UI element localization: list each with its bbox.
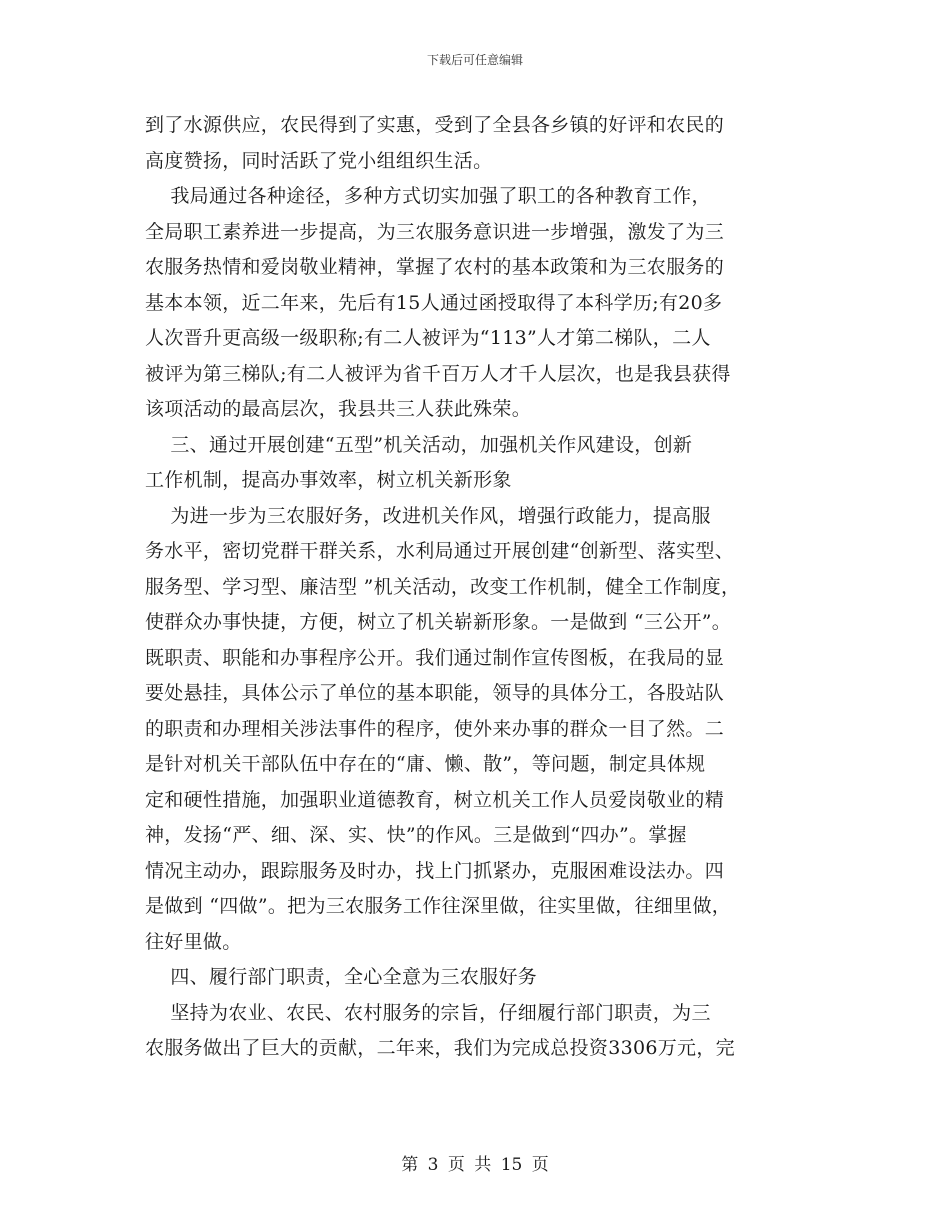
text-line: 坚持为农业、农民、农村服务的宗旨，仔细履行部门职责，为三 <box>145 1001 711 1024</box>
text-line: 全局职工素养进一步提高，为三农服务意识进一步增强，激发了为三 <box>145 220 725 243</box>
text-line: 到了水源供应，农民得到了实惠，受到了全县各乡镇的好评和农民的 <box>145 114 725 136</box>
text-line: 该项活动的最高层次，我县共三人获此殊荣。 <box>145 398 532 420</box>
text-line: 基本本领，近二年来，先后有15人通过函授取得了本科学历;有20多 <box>145 291 723 314</box>
text-line: 往好里做。 <box>145 930 242 953</box>
section-heading: 工作机制，提高办事效率，树立机关新形象 <box>145 469 512 491</box>
document-body <box>145 108 810 1067</box>
text-line: 人次晋升更高级一级职称;有二人被评为“113”人才第二梯队，二人 <box>145 327 711 349</box>
text-line: 被评为第三梯队;有二人被评为省千百万人才千人层次，也是我县获得 <box>145 362 731 385</box>
text-line: 务水平，密切党群干群关系，水利局通过开展创建“创新型、落实型、 <box>145 540 735 562</box>
text-line: 农服务做出了巨大的贡献，二年来，我们为完成总投资3306万元，完 <box>145 1037 735 1059</box>
text-line: 高度赞扬，同时活跃了党小组组织生活。 <box>145 149 493 172</box>
text-line: 使群众办事快捷，方便，树立了机关崭新形象。一是做到 “三公开”。 <box>145 611 732 633</box>
text-line: 既职责、职能和办事程序公开。我们通过制作宣传图板，在我局的显 <box>145 646 725 669</box>
section-heading: 四、履行部门职责，全心全意为三农服好务 <box>145 966 538 988</box>
text-line: 为进一步为三农服好务，改进机关作风，增强行政能力，提高服 <box>145 504 711 527</box>
text-line: 是做到 “四做”。把为三农服务工作往深里做，往实里做，往细里做， <box>145 895 732 917</box>
text-line: 神，发扬“严、细、深、实、快”的作风。三是做到“四办”。掌握 <box>145 824 687 846</box>
text-line: 情况主动办，跟踪服务及时办，找上门抓紧办，克服困难设法办。四 <box>145 859 725 882</box>
text-line: 我局通过各种途径，多种方式切实加强了职工的各种教育工作， <box>145 185 711 207</box>
text-line: 服务型、学习型、廉洁型 ”机关活动，改变工作机制，健全工作制度， <box>145 575 741 598</box>
text-line: 要处悬挂，具体公示了单位的基本职能，领导的具体分工，各股站队 <box>145 682 725 704</box>
page-footer: 第 3 页 共 15 页 <box>401 1155 549 1175</box>
text-line: 的职责和办理相关涉法事件的程序，使外来办事的群众一目了然。二 <box>145 717 725 740</box>
page-header: 下载后可任意编辑 <box>426 53 523 67</box>
text-line: 定和硬性措施，加强职业道德教育，树立机关工作人员爱岗敬业的精 <box>145 788 725 811</box>
text-line: 农服务热情和爱岗敬业精神，掌握了农村的基本政策和为三农服务的 <box>145 256 725 278</box>
text-line: 是针对机关干部队伍中存在的“庸、懒、散”，等问题，制定具体规 <box>145 753 706 775</box>
section-heading: 三、通过开展创建“五型”机关活动，加强机关作风建设，创新 <box>145 433 693 456</box>
